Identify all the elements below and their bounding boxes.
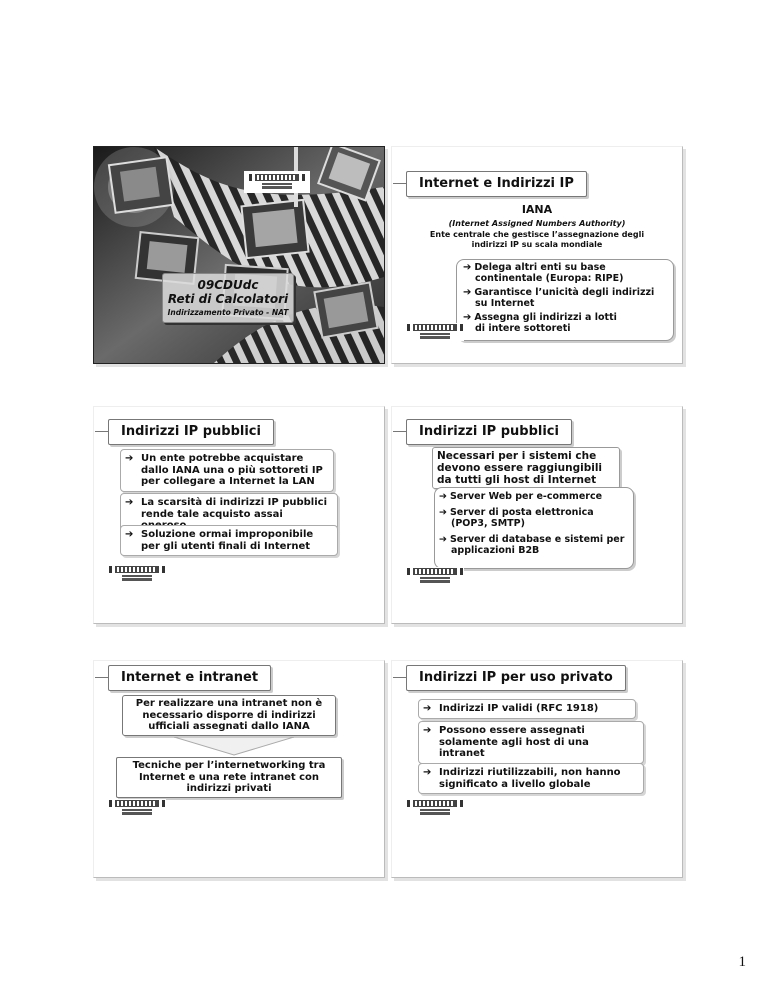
course-subtitle: Indirizzamento Privato - NAT: [167, 308, 289, 317]
iana-heading: IANA: [521, 203, 553, 216]
bullet-item: ➔ Soluzione ormai improponibile per gli utenti finali di Internet: [120, 525, 338, 556]
slide-internet-indirizzi-ip: [391, 146, 683, 364]
university-logo: [406, 799, 464, 817]
slide-title: Internet e intranet: [108, 665, 271, 691]
down-chevron-connector: [174, 737, 294, 757]
university-logo: [406, 323, 464, 341]
university-logo: [108, 799, 166, 817]
slide-title: Indirizzi IP pubblici: [406, 419, 572, 445]
university-logo: [108, 565, 166, 583]
slide-indirizzi-ip-uso-privato: [391, 660, 683, 878]
slide-title: Indirizzi IP per uso privato: [406, 665, 626, 691]
course-title: Reti di Calcolatori: [167, 292, 289, 306]
bullet-item: ➔ La scarsità di indirizzi IP pubblici rende tale acquisto assai: [120, 493, 338, 536]
bullet-item: ➔ Un ente potrebbe acquistare dallo IANA una o più sottoreti IP per collegare a Internet la LAN: [120, 449, 334, 492]
statement-box-1: Per realizzare una intranet non è necessario disporre di indirizzi ufficiali assegnati dallo IANA: [122, 695, 336, 736]
page-number: 1: [738, 954, 746, 970]
bullet-item: ➔ Indirizzi riutilizzabili, non hanno significato a livello globale: [418, 763, 644, 794]
slide-title: Internet e Indirizzi IP: [406, 171, 587, 197]
intro-box: Necessari per i sistemi che devono essere raggiungibili da tutti gli host di Internet: [432, 447, 620, 489]
slide-cover: [93, 146, 385, 364]
bullet-group-box: [456, 259, 674, 341]
university-logo: [406, 567, 464, 585]
iana-description-2: indirizzi IP su scala mondiale: [471, 240, 603, 249]
bullet-item: ➔ Indirizzi IP validi (RFC 1918): [418, 699, 636, 719]
bullet-item: ➔ Server Web per e-commerce: [439, 491, 603, 502]
slide-title: Indirizzi IP pubblici: [108, 419, 274, 445]
slide-indirizzi-ip-pubblici-1: [93, 406, 385, 624]
statement-box-2: Tecniche per l’internetworking tra Internet e una rete intranet con indirizzi privati: [116, 757, 342, 798]
bullet-item: ➔ Assegna gli indirizzi a lotti di intere sottoreti: [463, 312, 617, 334]
slide-indirizzi-ip-pubblici-2: [391, 406, 683, 624]
bullet-item: ➔ Server di database e sistemi per applicazioni B2B: [439, 534, 625, 556]
bullet-group-box: [434, 487, 634, 569]
bullet-item: ➔ Possono essere assegnati solamente agli host di una intranet: [418, 721, 644, 764]
course-code: 09CDUdc: [197, 278, 259, 292]
slide-internet-intranet: [93, 660, 385, 878]
cover-photo-collage: [94, 147, 384, 363]
iana-description-1: Ente centrale che gestisce l’assegnazione degli: [429, 230, 645, 239]
bullet-item: ➔ Garantisce l’unicità degli indirizzi su Internet: [463, 287, 655, 309]
bullet-item: ➔ Server di posta elettronica (POP3, SMTP): [439, 507, 594, 529]
bullet-item: ➔ Delega altri enti su base continentale (Europa: RIPE): [463, 262, 624, 284]
cover-title-panel: [162, 273, 294, 323]
iana-expansion: (Internet Assigned Numbers Authority): [448, 219, 626, 228]
